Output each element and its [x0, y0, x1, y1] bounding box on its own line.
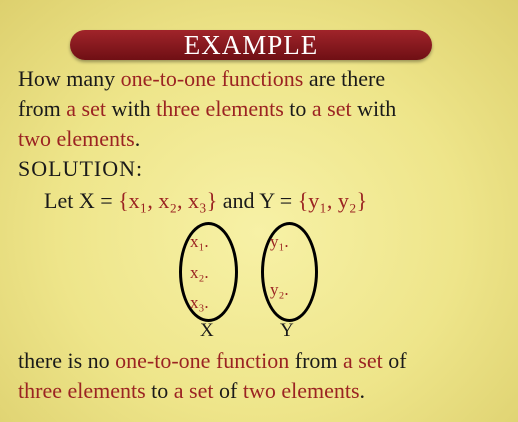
text: with	[105, 96, 157, 121]
question-line-1	[18, 66, 385, 92]
set-x-label: X	[200, 320, 214, 341]
highlight-text: three elements	[156, 96, 284, 121]
let-statement	[44, 188, 367, 214]
highlight-text: a set	[311, 96, 352, 121]
text: are there	[303, 66, 386, 91]
text: from	[18, 96, 67, 121]
question-line-2	[18, 96, 396, 122]
highlight-text: one-to-one functions	[120, 66, 304, 91]
highlight-text: two elements	[242, 378, 360, 403]
set-y-label: Y	[280, 320, 294, 341]
highlight-text: two elements	[18, 126, 135, 151]
text: .	[359, 378, 366, 403]
text: from	[289, 348, 344, 373]
set-x-element: x₂.	[190, 263, 209, 282]
conclusion-line-2	[18, 378, 365, 404]
conclusion-line-1	[18, 348, 407, 374]
text: to	[145, 378, 174, 403]
set-y-element: y₂.	[270, 280, 289, 299]
set-x-definition: {x₁, x₂, x₃}	[118, 188, 218, 213]
set-x-element: x₃.	[190, 293, 209, 312]
highlight-text: one-to-one function	[115, 348, 290, 373]
set-x-element: x₁.	[190, 232, 209, 251]
text: with	[351, 96, 397, 121]
example-banner: EXAMPLE	[70, 30, 432, 60]
text: .	[134, 126, 141, 151]
set-y-definition: {y₁, y₂}	[297, 188, 368, 213]
text: there is no	[18, 348, 116, 373]
text: How many	[18, 66, 121, 91]
highlight-text: a set	[66, 96, 106, 121]
solution-label: SOLUTION:	[18, 156, 144, 181]
text: to	[283, 96, 312, 121]
highlight-text: a set	[343, 348, 383, 373]
highlight-text: a set	[173, 378, 214, 403]
text: Let X =	[44, 188, 119, 213]
text: and Y =	[217, 188, 298, 213]
set-y-element: y₁.	[270, 232, 289, 251]
question-line-3	[18, 126, 140, 152]
text: of	[382, 348, 407, 373]
highlight-text: three elements	[18, 378, 146, 403]
text: of	[213, 378, 243, 403]
